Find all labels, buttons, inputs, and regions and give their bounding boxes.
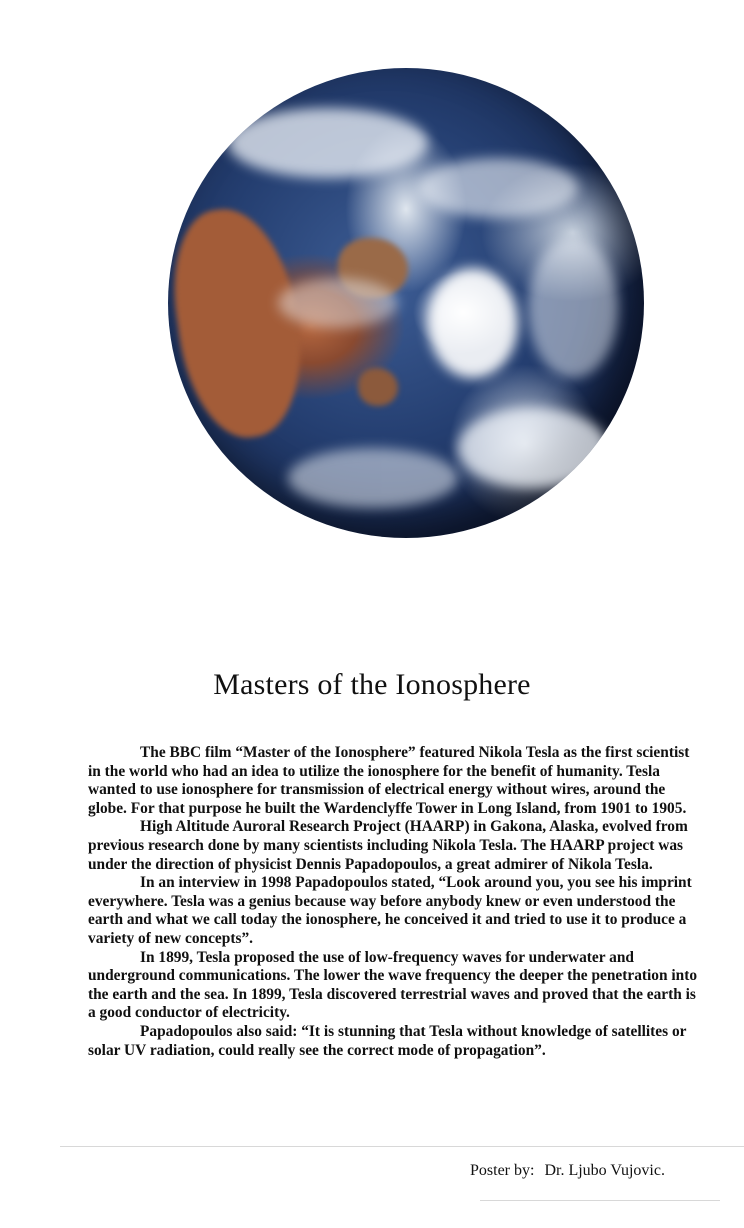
paragraph: The BBC film “Master of the Ionosphere” featured Nikola Tesla as the first scientist in the world who had an idea to utilize the ionosphere for the benefit of humanity. Tesla wanted to use ionosphere for transmission of electrical energy without wires, around the globe. For that purpose he built the Wardenclyffe Tower in Long Island, from 1901 to 1905. [88,744,690,817]
cloud-band [528,238,618,378]
earth-globe [168,68,644,538]
poster-title: Masters of the Ionosphere [213,668,531,701]
paragraph: Papadopoulos also said: “It is stunning that Tesla without knowledge of satellites or solar UV radiation, could really see the correct mode of propagation”. [88,1022,687,1059]
paragraph: High Altitude Auroral Research Project (HAARP) in Gakona, Alaska, evolved from previous research done by many scientists including Nikola Tesla. The HAARP project was under the direction of physicist Dennis Papadopoulos, a great admirer of Nikola Tesla. [88,818,688,873]
poster-credit [470,1162,665,1180]
cloud-band [428,268,518,378]
madagascar-landmass [358,368,398,406]
credit-name: Dr. Ljubo Vujovic. [544,1162,665,1179]
cloud-band [278,278,398,328]
cloud-band [418,158,578,218]
divider-line [60,1146,744,1147]
africa-landmass [168,201,313,445]
credit-label: Poster by: [470,1162,535,1179]
earth-image [168,68,644,538]
cloud-band [228,108,428,178]
divider-line [480,1200,720,1201]
paragraph: In an interview in 1998 Papadopoulos stated, “Look around you, you see his imprint everywhere. Tesla was a genius because way before anybody knew or even understood the earth and what we call today the ionosphere, he conceived it and tried to use it to produce a variety of new concepts”. [88,874,692,947]
paragraph: In 1899, Tesla proposed the use of low-frequency waves for underwater and underground communications. The lower the wave frequency the deeper the penetration into the earth and the sea. In 1899, Tesla discovered terrestrial waves and proved that the earth is a good conductor of electricity. [88,948,698,1022]
poster-body [88,744,700,1060]
cloud-band [458,408,608,488]
cloud-band [288,448,458,508]
